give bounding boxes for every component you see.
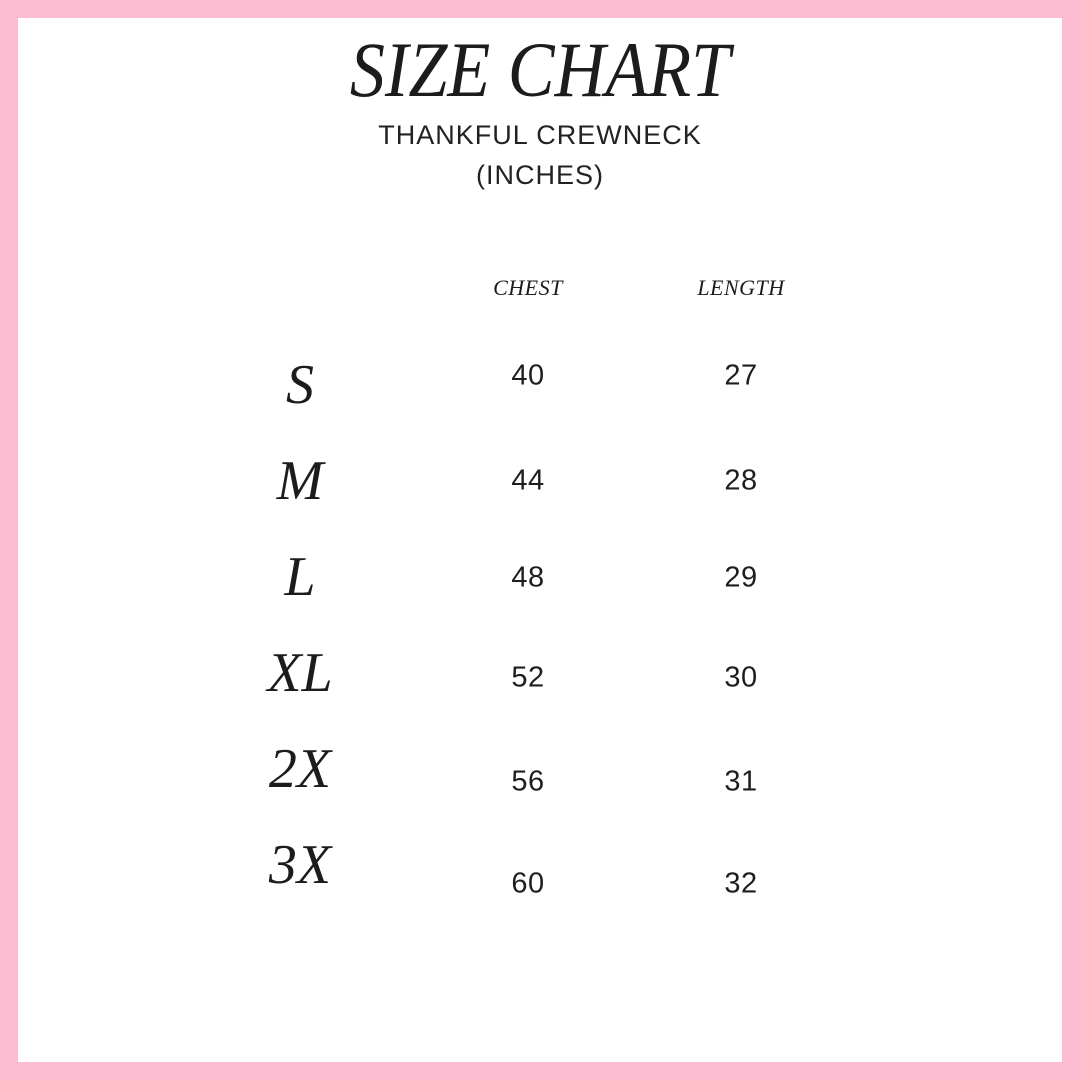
- table-row: [0, 433, 1080, 529]
- size-label: 3X: [268, 834, 332, 896]
- size-label: M: [276, 450, 324, 512]
- table-row: [0, 529, 1080, 625]
- chest-value: 52: [511, 661, 545, 694]
- chest-value: 40: [511, 359, 545, 392]
- page-title: SIZE CHART: [349, 26, 731, 113]
- table-row: [0, 817, 1080, 913]
- length-value: 29: [724, 561, 758, 594]
- table-row: [0, 721, 1080, 817]
- size-label: S: [286, 354, 314, 416]
- chest-value: 60: [511, 867, 545, 900]
- size-label: L: [284, 546, 316, 608]
- chest-value: 48: [511, 561, 545, 594]
- length-value: 31: [724, 765, 758, 798]
- table-row: [0, 337, 1080, 433]
- length-value: 30: [724, 661, 758, 694]
- length-value: 28: [724, 464, 758, 497]
- chest-value: 44: [511, 464, 545, 497]
- column-header-chest: CHEST: [493, 275, 563, 300]
- length-value: 27: [724, 359, 758, 392]
- chest-value: 56: [511, 765, 545, 798]
- length-value: 32: [724, 867, 758, 900]
- size-label: 2X: [268, 738, 332, 800]
- units-label: (INCHES): [476, 160, 604, 190]
- column-header-length: LENGTH: [697, 275, 785, 300]
- size-label: XL: [267, 642, 333, 704]
- product-name: THANKFUL CREWNECK: [378, 120, 702, 150]
- table-row: [0, 625, 1080, 721]
